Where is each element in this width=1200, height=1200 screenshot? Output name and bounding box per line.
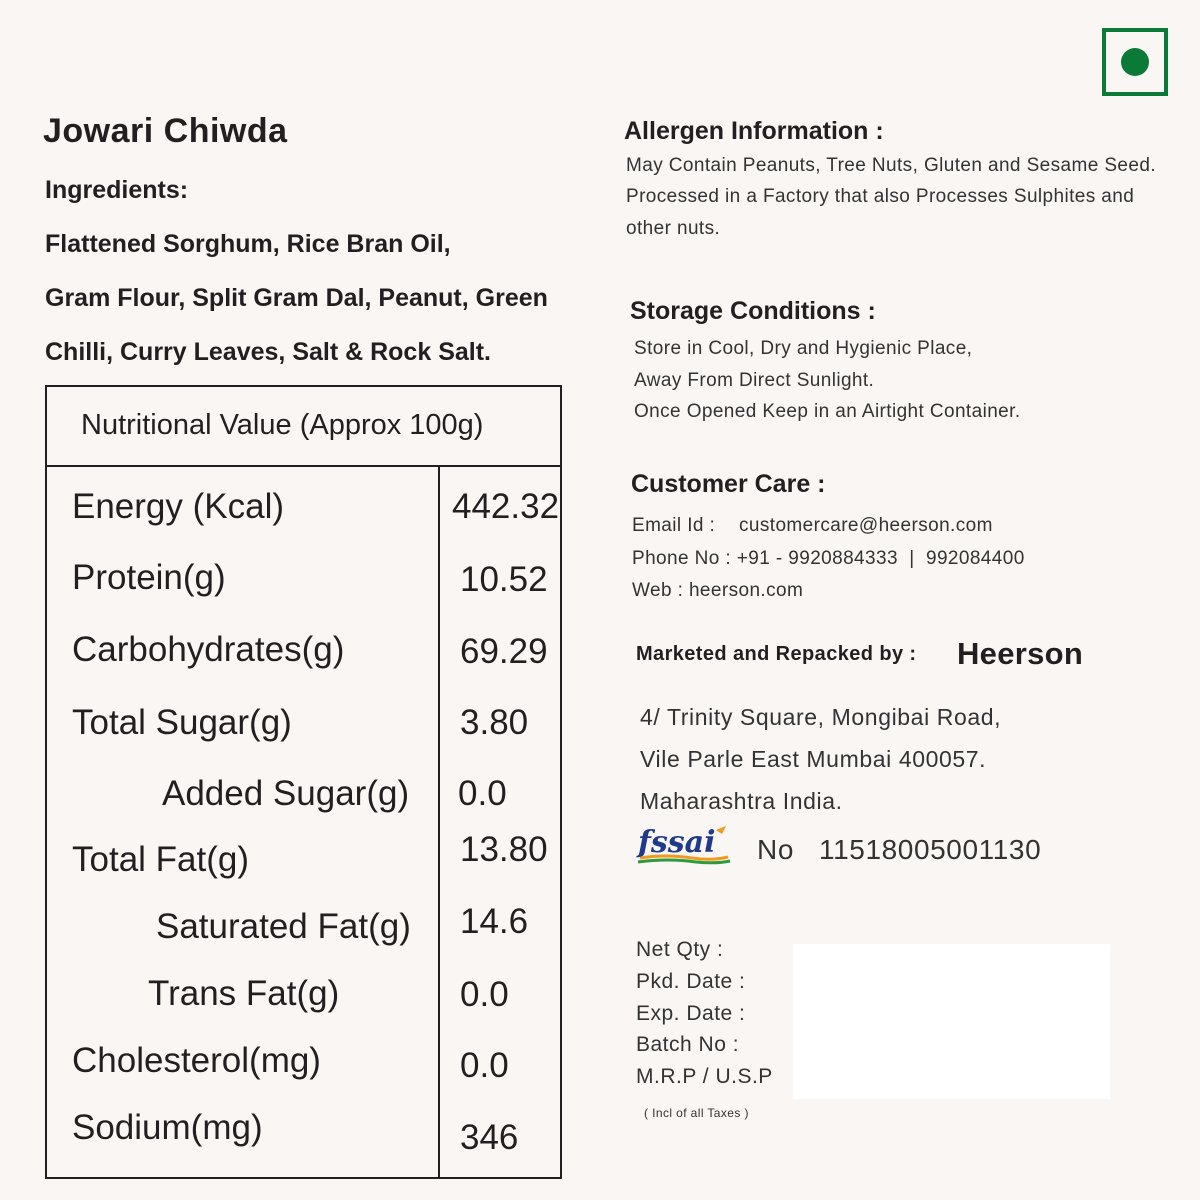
nutrition-label-carbohydrates: Carbohydrates(g) xyxy=(72,630,345,669)
web-link[interactable]: Web : heerson.com xyxy=(632,580,804,601)
storage-line: Once Opened Keep in an Airtight Container. xyxy=(634,401,1021,422)
nutrition-value-saturated-fat: 14.6 xyxy=(460,902,529,941)
fssai-no-label: No xyxy=(757,834,794,865)
nutrition-label-cholesterol: Cholesterol(mg) xyxy=(72,1041,321,1080)
veg-symbol-icon xyxy=(1102,28,1168,96)
ingredients-line: Gram Flour, Split Gram Dal, Peanut, Green xyxy=(45,284,548,312)
nutrition-label-sodium: Sodium(mg) xyxy=(72,1108,263,1147)
nutrition-value-cholesterol: 0.0 xyxy=(460,1046,509,1085)
allergen-line: Processed in a Factory that also Processes Sulphites and xyxy=(626,186,1135,207)
ingredients-heading: Ingredients: xyxy=(45,176,189,204)
nutrition-label-energy: Energy (Kcal) xyxy=(72,487,285,526)
nutrition-label-added-sugar: Added Sugar(g) xyxy=(162,774,410,813)
fssai-number: 11518005001130 xyxy=(819,834,1042,865)
nutrition-value-total-sugar: 3.80 xyxy=(460,703,529,742)
nutrition-value-total-fat: 13.80 xyxy=(460,830,548,869)
nutrition-label-trans-fat: Trans Fat(g) xyxy=(148,974,340,1013)
storage-line: Store in Cool, Dry and Hygienic Place, xyxy=(634,338,973,359)
address-line: 4/ Trinity Square, Mongibai Road, xyxy=(640,704,1002,730)
fssai-logo-icon xyxy=(636,824,732,866)
nutrition-label-saturated-fat: Saturated Fat(g) xyxy=(156,907,411,946)
ingredients-line: Flattened Sorghum, Rice Bran Oil, xyxy=(45,230,451,258)
product-title: Jowari Chiwda xyxy=(43,112,288,150)
nutrition-label-total-sugar: Total Sugar(g) xyxy=(72,703,292,742)
nutrition-value-sodium: 346 xyxy=(460,1118,519,1157)
svg-text:fssai: fssai xyxy=(638,825,716,860)
batch-no-label: Batch No : xyxy=(636,1033,740,1056)
address-line: Maharashtra India. xyxy=(640,788,843,814)
ingredients-line: Chilli, Curry Leaves, Salt & Rock Salt. xyxy=(45,338,491,366)
exp-date-label: Exp. Date : xyxy=(636,1002,746,1025)
marketed-by-label: Marketed and Repacked by : xyxy=(636,643,917,665)
pkd-date-label: Pkd. Date : xyxy=(636,970,746,993)
batch-info-box xyxy=(793,944,1110,1099)
net-qty-label: Net Qty : xyxy=(636,938,724,961)
address-line: Vile Parle East Mumbai 400057. xyxy=(640,746,987,772)
nutrition-label-total-fat: Total Fat(g) xyxy=(72,840,249,879)
nutrition-value-trans-fat: 0.0 xyxy=(460,975,509,1014)
storage-line: Away From Direct Sunlight. xyxy=(634,370,875,391)
allergen-line: other nuts. xyxy=(626,218,721,239)
nutrition-value-added-sugar: 0.0 xyxy=(458,774,507,813)
nutrition-value-energy: 442.32 xyxy=(452,487,560,526)
mrp-label: M.R.P / U.S.P xyxy=(636,1065,773,1088)
email-label: Email Id : xyxy=(632,515,716,536)
storage-heading: Storage Conditions : xyxy=(630,297,876,325)
nutrition-value-protein: 10.52 xyxy=(460,560,548,599)
allergen-line: May Contain Peanuts, Tree Nuts, Gluten and Sesame Seed. xyxy=(626,155,1157,176)
nutrition-heading: Nutritional Value (Approx 100g) xyxy=(81,409,484,441)
phone-text: Phone No : +91 - 9920884333 | 992084400 xyxy=(632,548,1025,569)
taxes-note: ( Incl of all Taxes ) xyxy=(644,1106,749,1120)
nutrition-value-carbohydrates: 69.29 xyxy=(460,632,548,671)
customer-care-heading: Customer Care : xyxy=(631,470,826,498)
brand-name: Heerson xyxy=(957,636,1084,671)
email-link[interactable]: customercare@heerson.com xyxy=(739,515,993,536)
allergen-heading: Allergen Information : xyxy=(624,117,884,145)
nutrition-label-protein: Protein(g) xyxy=(72,558,226,597)
